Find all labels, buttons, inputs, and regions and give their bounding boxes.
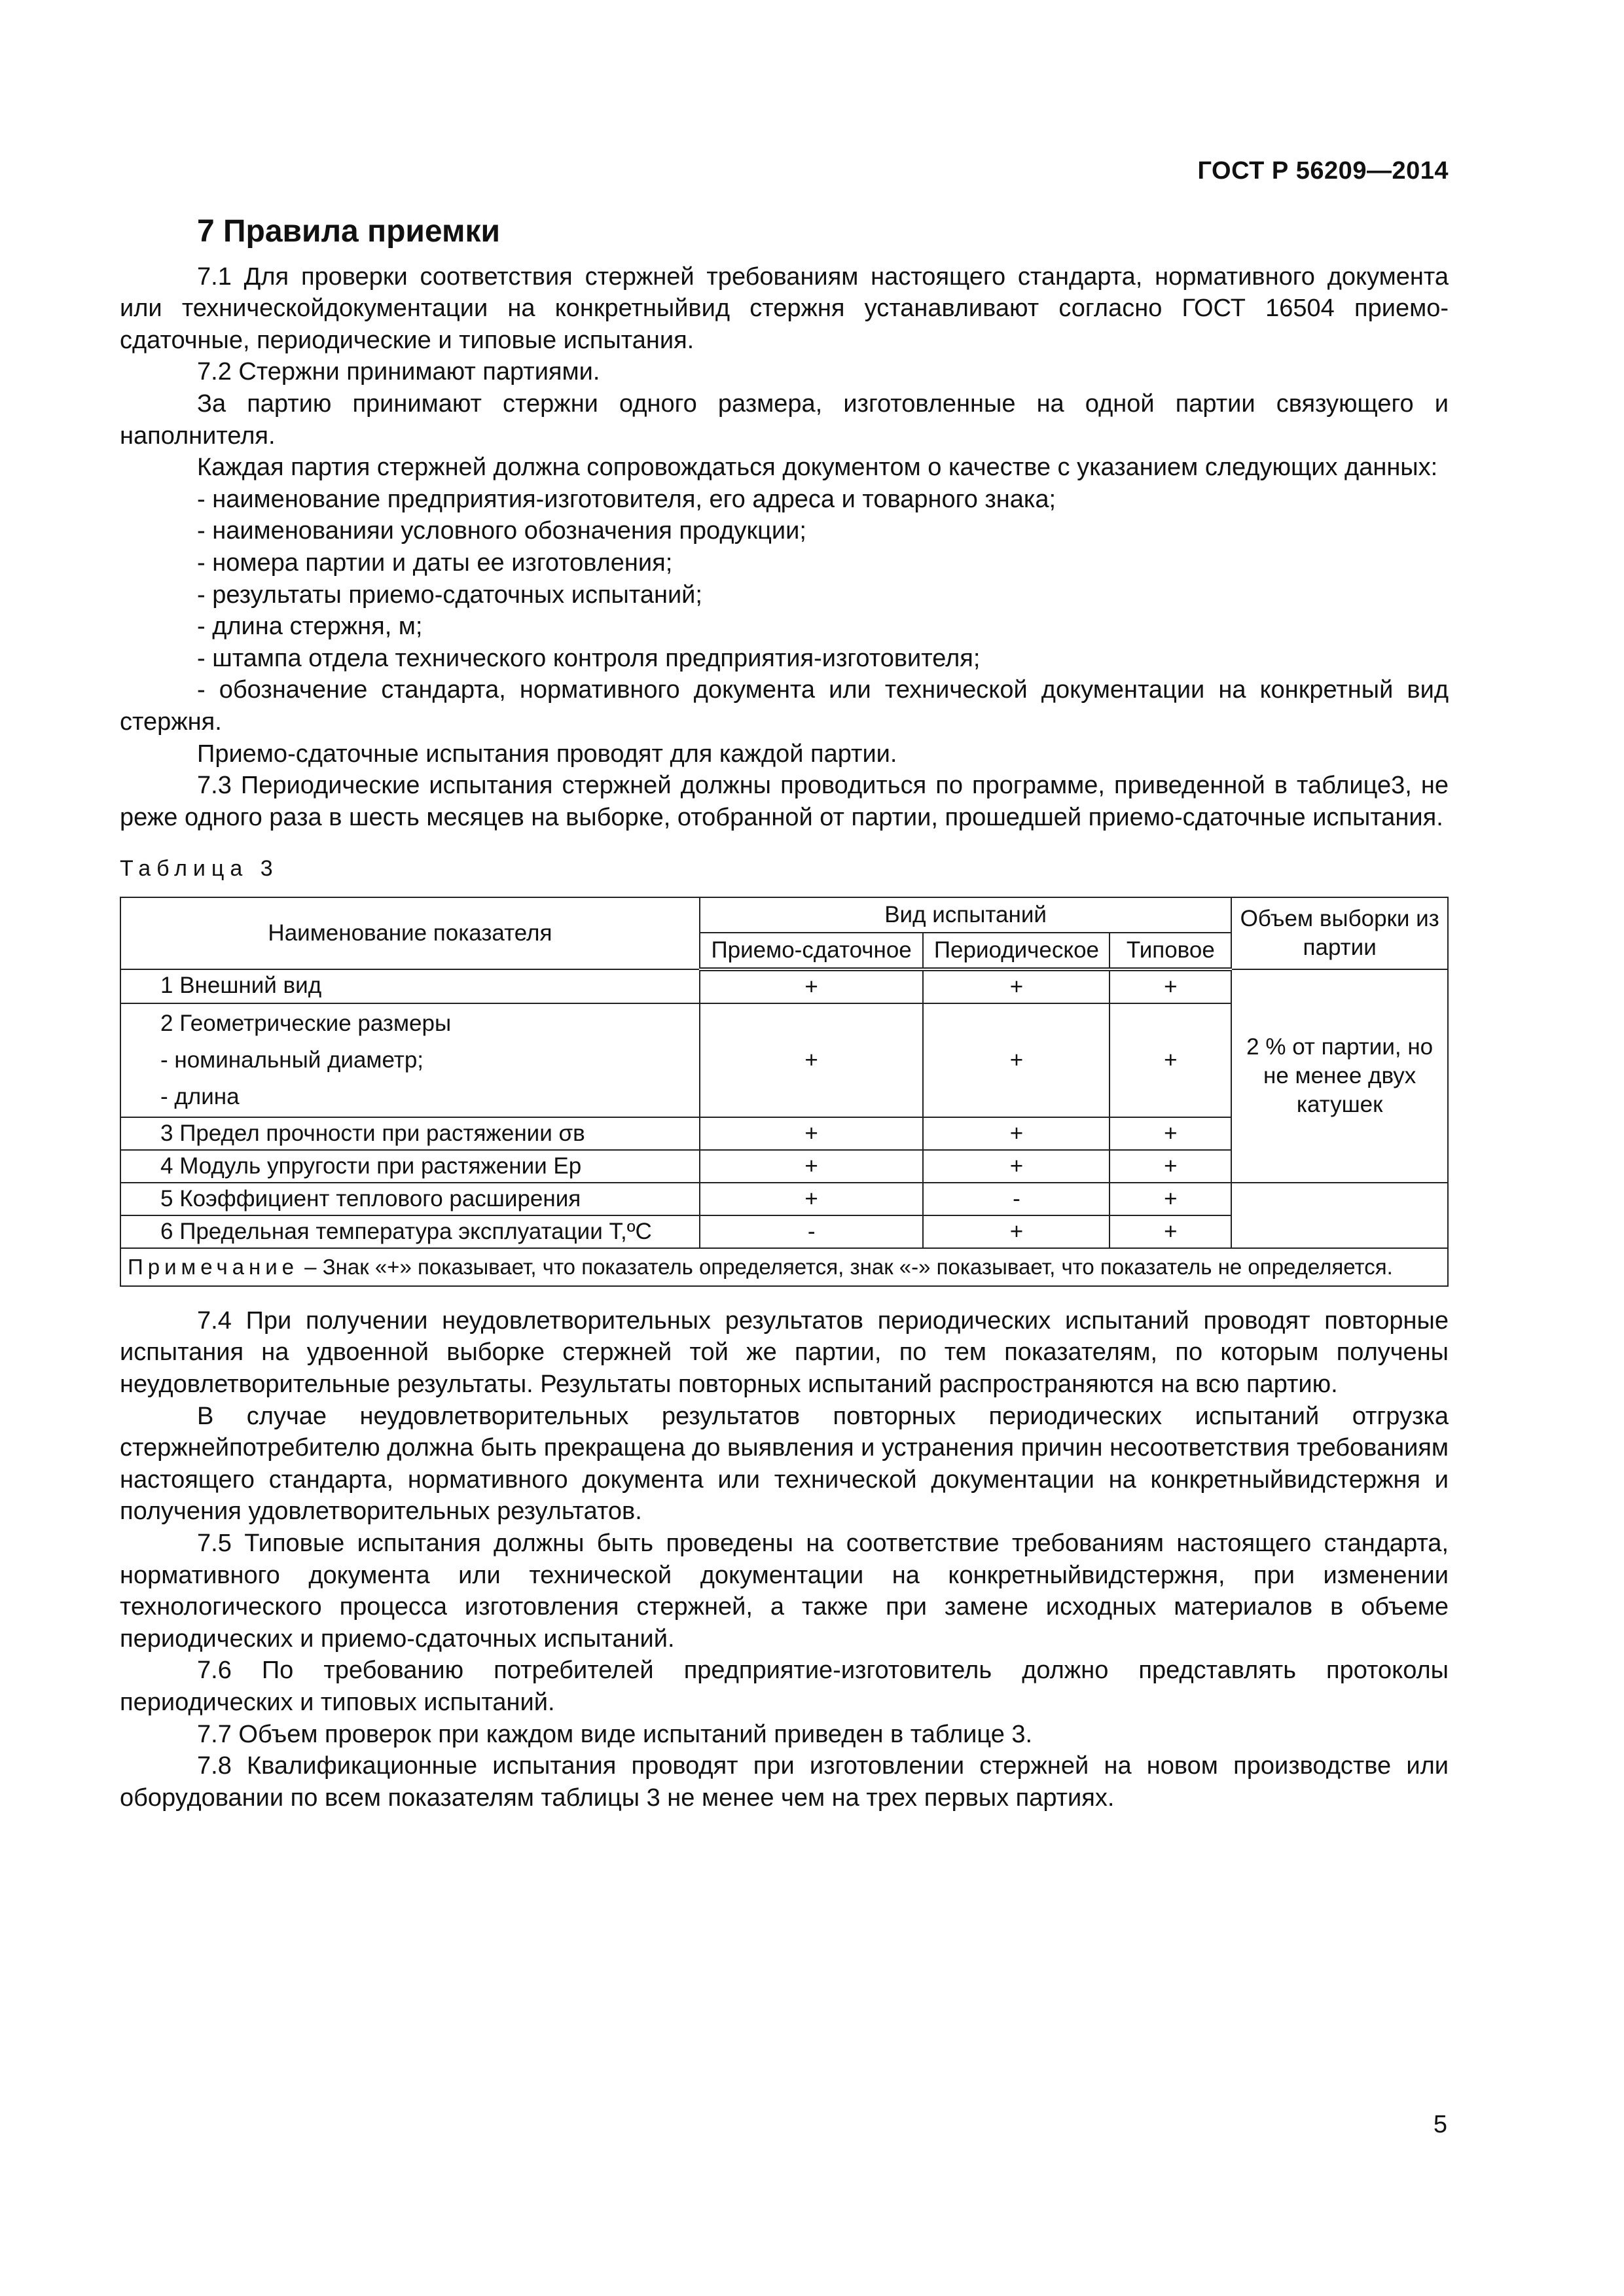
table-note-row	[120, 1248, 1448, 1286]
list-item: - результаты приемо-сдаточных испытаний;	[197, 581, 702, 609]
paragraph-7-7: 7.7 Объем проверок при каждом виде испытаний приведен в таблице 3.	[197, 1720, 1033, 1748]
section-title: 7 Правила приемки	[197, 214, 501, 249]
note-label: Примечание	[128, 1254, 299, 1279]
cell-acceptance: +	[700, 1003, 924, 1117]
row-name: 1 Внешний вид	[120, 969, 700, 1003]
header-test-type: Вид испытаний	[700, 897, 1231, 933]
page-content	[120, 208, 1449, 1814]
row-name: 5 Коэффициент теплового расширения	[120, 1183, 700, 1215]
header-type: Типовое	[1110, 933, 1231, 969]
paragraph-document: Каждая партия стержней должна сопровождаться документом о качестве с указанием следующих данных:	[197, 454, 1438, 482]
cell-acceptance: +	[700, 1150, 924, 1183]
cell-acceptance: +	[700, 969, 924, 1003]
header-indicator-name: Наименование показателя	[120, 897, 700, 969]
paragraph-acceptance: Приемо-сдаточные испытания проводят для каждой партии.	[197, 740, 897, 768]
row-subitem: - номинальный диаметр;	[160, 1047, 424, 1073]
paragraph-7-3: 7.3 Периодические испытания стержней должны проводиться по программе, приведенной в таблице3, не реже одного раза в шесть месяцев на выборке, отобранной от партии, прошедшей приемо-сдаточные испытания.	[120, 772, 1449, 831]
paragraph-7-2: 7.2 Стержни принимают партиями.	[197, 358, 600, 386]
cell-periodic: +	[923, 969, 1110, 1003]
paragraph-7-1: 7.1 Для проверки соответствия стержней требованиям настоящего стандарта, нормативного документа или техническойдокументации на конкретныйвид стержня устанавливают согласно ГОСТ 16504 приемо-сдаточные, периодические и типовые испытания.	[120, 262, 1449, 354]
cell-acceptance: +	[700, 1183, 924, 1215]
page-number: 5	[1433, 2111, 1447, 2138]
cell-sample-volume: 2 % от партии, но не менее двух катушек	[1231, 969, 1448, 1183]
list-item: - обозначение стандарта, нормативного документа или технической документации на конкретный вид стержня.	[120, 676, 1449, 736]
cell-sample-volume-empty	[1231, 1183, 1448, 1248]
document-id: ГОСТ Р 56209—2014	[1197, 157, 1449, 185]
cell-acceptance: +	[700, 1117, 924, 1150]
paragraph-batch: За партию принимают стержни одного размера, изготовленные на одной партии связующего и наполнителя.	[120, 389, 1449, 450]
header-periodic: Периодическое	[923, 933, 1110, 969]
list-item: - наименование предприятия-изготовителя, его адреса и товарного знака;	[197, 485, 1056, 513]
cell-periodic: -	[923, 1183, 1110, 1215]
table-row	[120, 1183, 1448, 1215]
cell-type: +	[1110, 1117, 1231, 1150]
table-caption: Таблица 3	[120, 856, 279, 882]
cell-periodic: +	[923, 1150, 1110, 1183]
paragraph-7-5: 7.5 Типовые испытания должны быть проведены на соответствие требованиям настоящего стандарта, нормативного документа или технической документации на конкретныйвидстержня, при изменении технологического процесса изготовления стержней, а также при замене исходных материалов в объеме периодических и приемо-сдаточных испытаний.	[120, 1530, 1449, 1653]
row-subitem: - длина	[160, 1083, 240, 1109]
cell-periodic: +	[923, 1117, 1110, 1150]
cell-acceptance: -	[700, 1215, 924, 1248]
paragraph-shipment: В случае неудовлетворительных результатов повторных периодических испытаний отгрузка стержнейпотребителю должна быть прекращена до выявления и устранения причин несоответствия требованиям настоящего стандарта, нормативного документа или технической документации на конкретныйвидстержня и получения удовлетворительных результатов.	[120, 1402, 1449, 1526]
list-item: - длина стержня, м;	[197, 613, 423, 641]
cell-type: +	[1110, 1150, 1231, 1183]
paragraph-7-6: 7.6 По требованию потребителей предприятие-изготовитель должно представлять протоколы периодических и типовых испытаний.	[120, 1657, 1449, 1716]
cell-type: +	[1110, 1003, 1231, 1117]
list-item: - наименованияи условного обозначения продукции;	[197, 517, 806, 545]
cell-periodic: +	[923, 1003, 1110, 1117]
note-text: – Знак «+» показывает, что показатель определяется, знак «-» показывает, что показатель не определяется.	[298, 1254, 1393, 1279]
paragraphs-after-table	[120, 1305, 1449, 1814]
header-sample-volume: Объем выборки из партии	[1231, 897, 1448, 969]
header-acceptance: Приемо-сдаточное	[700, 933, 924, 969]
table-note	[120, 1248, 1448, 1286]
table-row	[120, 969, 1448, 1003]
row-name-group	[120, 1003, 700, 1117]
row-name: 3 Предел прочности при растяжении σв	[120, 1117, 700, 1150]
cell-type: +	[1110, 1215, 1231, 1248]
cell-type: +	[1110, 969, 1231, 1003]
paragraph-7-8: 7.8 Квалификационные испытания проводят при изготовлении стержней на новом производстве или оборудовании по всем показателям таблицы 3 не менее чем на трех первых партиях.	[120, 1752, 1449, 1812]
paragraph-7-4: 7.4 При получении неудовлетворительных результатов периодических испытаний проводят повторные испытания на удвоенной выборке стержней той же партии, по тем показателям, по которым получены неудовлетворительные результаты. Результаты повторных испытаний распространяются на всю партию.	[120, 1306, 1449, 1399]
list-item: - штампа отдела технического контроля предприятия-изготовителя;	[197, 644, 981, 672]
cell-periodic: +	[923, 1215, 1110, 1248]
tests-table	[120, 897, 1449, 1287]
cell-type: +	[1110, 1183, 1231, 1215]
list-item: - номера партии и даты ее изготовления;	[197, 548, 673, 577]
row-name: 2 Геометрические размеры	[160, 1010, 452, 1036]
row-name: 4 Модуль упругости при растяжении Eр	[120, 1150, 700, 1183]
row-name: 6 Предельная температура эксплуатации T,ºC	[120, 1215, 700, 1248]
